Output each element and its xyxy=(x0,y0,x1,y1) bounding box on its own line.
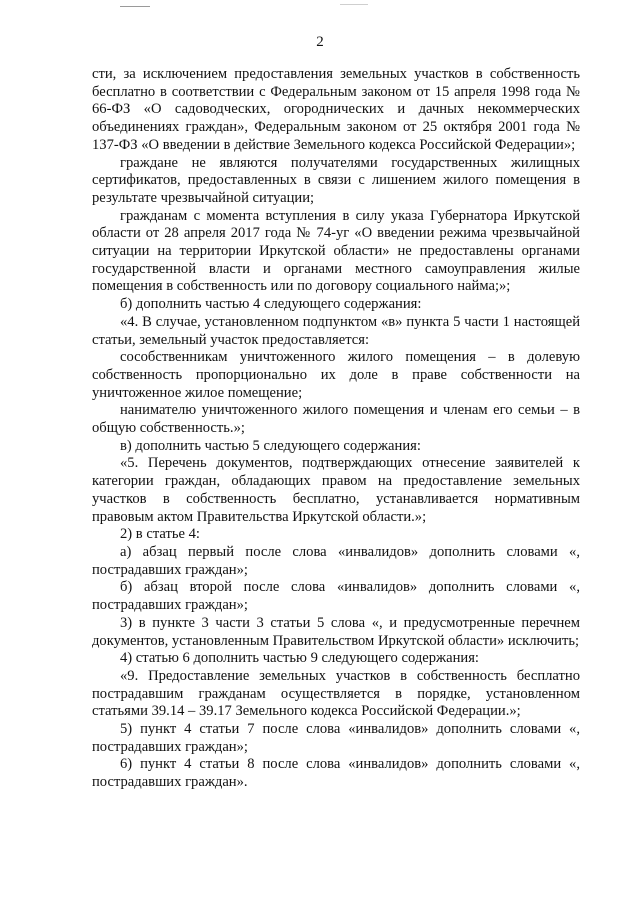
paragraph: «5. Перечень документов, подтверждающих отнесение заявителей к категории граждан, обладающих правом на предоставление земельных участков в собственность бесплатно, устанавливается нормативным правовым актом Правительства Иркутской области.»; xyxy=(92,455,580,525)
paragraph: гражданам с момента вступления в силу указа Губернатора Иркутской области от 28 апреля 2017 года № 74-уг «О введении режима чрезвычайной ситуации на территории Иркутской области» не предоставлены органами государственной власти и органами местного самоуправления жилые помещения в собственность или по договору социального найма;»; xyxy=(92,207,580,295)
paragraph: 5) пункт 4 статьи 7 после слова «инвалидов» дополнить словами «, пострадавших граждан»; xyxy=(92,721,580,755)
page-number: 2 xyxy=(316,34,324,50)
paragraph: граждане не являются получателями государственных жилищных сертификатов, предоставленных в связи с лишением жилого помещения в результате чрезвычайной ситуации; xyxy=(92,154,580,206)
paragraph: 6) пункт 4 статьи 8 после слова «инвалидов» дополнить словами «, пострадавших граждан». xyxy=(92,756,580,791)
paragraph: 3) в пункте 3 части 3 статьи 5 слова «, и предусмотренные перечнем документов, установленным Правительством Иркутской области» исключить; xyxy=(92,614,580,649)
paragraph: сособственникам уничтоженного жилого помещения – в долевую собственность пропорционально их доле в праве собственности на уничтоженное жилое помещение; xyxy=(92,349,580,401)
scan-artifact-left xyxy=(120,6,150,7)
paragraph: «9. Предоставление земельных участков в собственность бесплатно пострадавшим гражданам осуществляется в порядке, установленном статьями 39.14 – 39.17 Земельного кодекса Российской Федерации.»; xyxy=(92,667,580,720)
paragraph: а) абзац первый после слова «инвалидов» дополнить словами «, пострадавших граждан»; xyxy=(92,543,580,578)
paragraph-continuation: сти, за исключением предоставления земельных участков в собственность бесплатно в соответствии с Федеральным законом от 15 апреля 1998 года № 66-ФЗ «О садоводческих, огороднических и дачных некоммерческих объединениях граждан», Федеральным законом от 25 октября 2001 года № 137-ФЗ «О введении в действие Земельного кодекса Российской Федерации»; xyxy=(92,66,580,153)
paragraph: б) абзац второй после слова «инвалидов» дополнить словами «, пострадавших граждан»; xyxy=(92,579,580,614)
paragraph: б) дополнить частью 4 следующего содержания: xyxy=(120,296,422,313)
document-body xyxy=(92,66,580,792)
paragraph: «4. В случае, установленном подпунктом «в» пункта 5 части 1 настоящей статьи, земельный участок предоставляется: xyxy=(92,313,580,348)
paragraph: в) дополнить частью 5 следующего содержания: xyxy=(120,437,421,454)
paragraph: 2) в статье 4: xyxy=(120,526,200,543)
scan-artifact-right xyxy=(340,4,368,5)
paragraph: 4) статью 6 дополнить частью 9 следующего содержания: xyxy=(120,650,479,667)
paragraph: нанимателю уничтоженного жилого помещения и членам его семьи – в общую собственность.»; xyxy=(92,402,580,437)
